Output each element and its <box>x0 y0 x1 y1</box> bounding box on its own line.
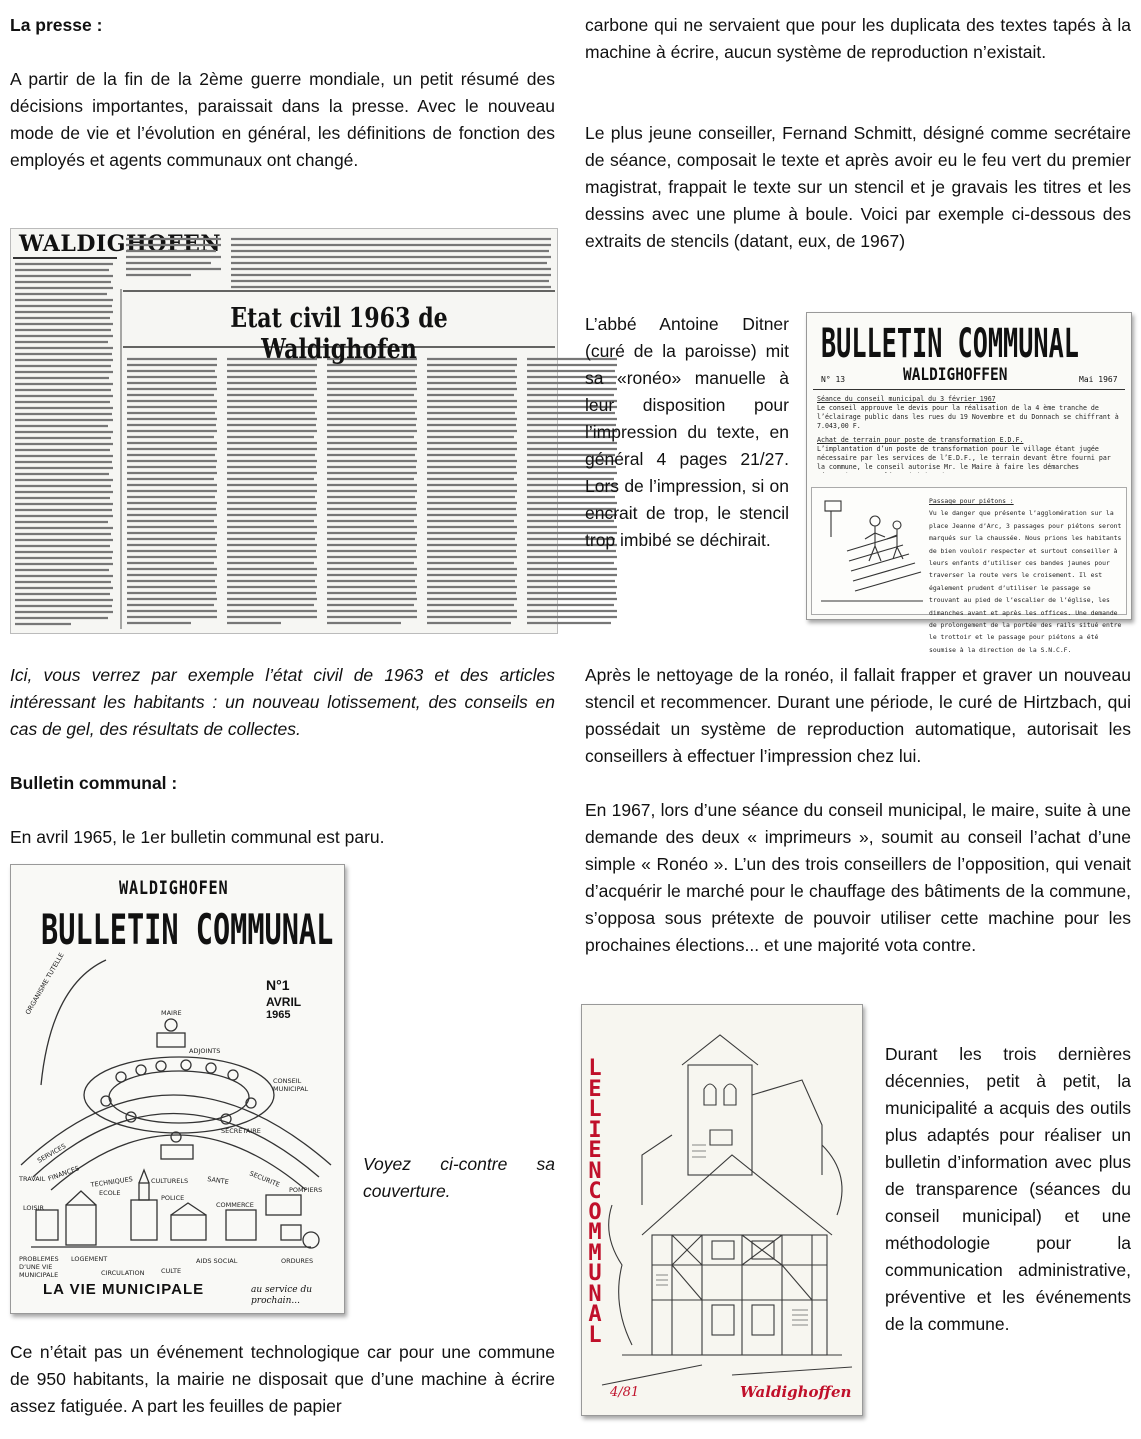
paragraph-carbone: carbone qui ne servaient que pour les duplicata des textes tapés à la machine à écrire, aucun système de reproduction n’existait. <box>585 15 1131 62</box>
svg-text:COMMERCE: COMMERCE <box>216 1201 254 1209</box>
bulletin-cover-1965 <box>10 864 345 1314</box>
svg-text:PROBLEMES: PROBLEMES <box>19 1255 59 1263</box>
svg-text:MAIRE: MAIRE <box>161 1009 182 1017</box>
paragraph-nettoyage: Après le nettoyage de la ronéo, il fallait frapper et graver un nouveau stencil et recommencer. Durant une période, le curé de Hirtzbach, qui possédait un système de reproduction automatique, autorisait les conseillers à effectuer l’impression chez lui. <box>585 665 1131 766</box>
svg-text:TRAVAIL: TRAVAIL <box>19 1175 46 1183</box>
svg-text:FINANCES: FINANCES <box>46 1164 81 1183</box>
paragraph-evenement: Ce n’était pas un événement technologique car pour une commune de 950 habitants, la mairie ne disposait que d’une machine à écrire assez fatiguée. A part les feuilles de papier <box>10 1342 555 1416</box>
paragraph-1967: En 1967, lors d’une séance du conseil municipal, le maire, suite à une demande des deux « imprimeurs », soumit au conseil l’achat d’une simple « Ronéo ». L’un des trois conseillers de l’opposition, qui venait d’acquérir le marché pour le chauffage des bâtiments de la commune, s’opposa sous prétexte de pouvoir utiliser cette machine pour les prochaines élections... et une majorité vota contre. <box>585 800 1131 955</box>
caption-etat-civil: Ici, vous verrez par exemple l’état civil de 1963 et des articles intéressant les habitants : un nouveau lotissement, des conseils en cas de gel, des résultats de collectes. <box>10 665 555 739</box>
stencil-item2-title: Achat de terrain pour poste de transformation E.D.F. <box>817 436 1024 444</box>
svg-text:ORDURES: ORDURES <box>281 1257 314 1265</box>
cover-vertical-title: LE LIEN COMMUNAL <box>588 1056 602 1348</box>
le-lien-communal-cover-1981 <box>581 1004 863 1416</box>
cover-year: 1965 <box>266 1009 291 1021</box>
cover-number: N°1 <box>266 977 290 993</box>
paragraph-decennies: Durant les trois dernières décennies, petit à petit, la municipalité a acquis des outils plus adaptés pour réaliser un bulletin d’information avec plus de transparence (séances du conseil municipal) et une méthodologie pour la communication administrative, préventive et les événements de la commune. <box>885 1044 1131 1334</box>
stencil-title: BULLETIN COMMUNAL <box>821 321 1079 367</box>
stencil-passage-title: Passage pour piétons : <box>929 497 1014 505</box>
cover-municipal-drawing <box>11 865 344 1313</box>
svg-text:POMPIERS: POMPIERS <box>289 1186 323 1194</box>
heading-bulletin-communal: Bulletin communal : <box>10 773 178 793</box>
stencil-item1-title: Séance du conseil municipal du 3 février 1967 <box>817 395 996 403</box>
svg-text:ECOLE: ECOLE <box>99 1189 121 1197</box>
svg-text:CONSEIL: CONSEIL <box>273 1077 302 1085</box>
cover-title: BULLETIN COMMUNAL <box>41 905 334 954</box>
svg-text:AIDS SOCIAL: AIDS SOCIAL <box>196 1257 238 1265</box>
cover-town-name: WALDIGHOFEN <box>119 877 229 899</box>
cover-footer-note: au service du prochain... <box>251 1285 313 1306</box>
svg-text:MUNICIPALE: MUNICIPALE <box>19 1271 59 1279</box>
svg-text:CULTE: CULTE <box>161 1267 182 1275</box>
stencil-date: Mai 1967 <box>1079 375 1118 384</box>
heading-presse: La presse : <box>10 15 103 35</box>
cover-issue-number: 4/81 <box>610 1385 640 1400</box>
stencil-passage-text: Vu le danger que présente l’agglomération sur la place Jeanne d’Arc, 3 passages pour piétons seront marqués sur la chaussée. Nous prions les habitants de bien vouloir respecter et surtout conseiller à leurs enfants d’utiliser ces bandes jaunes pour traverser la route vers le croisement. Il est également prudent d’utiliser le passage se trouvant au pied de l’escalier de l’église, les dimanches avant et après les offices. Une demande de prolongement de la portée des rails situé entre le trottoir et le passage pour piétons a été soumise à la direction de la S.N.C.F. <box>929 509 1122 654</box>
stencil-extract-1967 <box>806 312 1132 654</box>
cover-month: AVRIL <box>266 995 302 1009</box>
svg-text:SECRETAIRE: SECRETAIRE <box>221 1127 261 1135</box>
newspaper-headline: Etat civil 1963 de Waldighofen <box>230 303 448 365</box>
cover-footer-title: LA VIE MUNICIPALE <box>43 1281 205 1298</box>
svg-text:CIRCULATION: CIRCULATION <box>101 1269 145 1277</box>
svg-text:SANTE: SANTE <box>206 1175 230 1186</box>
caption-couverture: Voyez ci-contre sa couverture. <box>363 1154 555 1201</box>
svg-text:SECURITE: SECURITE <box>248 1169 281 1189</box>
stencil-item2-text: L’implantation d’un poste de transformation pour le village étant jugée nécessaire par les services de l’E.D.F., le terrain devant être fourni par la commune, le conseil autorise Mr. le Maire à faire les démarches <box>817 445 1111 471</box>
svg-text:SERVICES: SERVICES <box>36 1142 68 1165</box>
stencil-number: N° 13 <box>821 375 846 384</box>
svg-text:ORGANISME TUTELLE: ORGANISME TUTELLE <box>23 951 66 1016</box>
paragraph-avril-1965: En avril 1965, le 1er bulletin communal est paru. <box>10 827 385 847</box>
svg-text:ADJOINTS: ADJOINTS <box>189 1047 221 1055</box>
stencil-subtitle: WALDIGHOFFEN <box>903 365 1008 385</box>
svg-text:POLICE: POLICE <box>161 1194 185 1202</box>
pedestrian-crossing-drawing <box>817 491 927 611</box>
paragraph-presse: A partir de la fin de la 2ème guerre mondiale, un petit résumé des décisions importantes, paraissait dans la presse. Avec le nouveau mode de vie et l’évolution en général, les définitions de fonction des employés et agents communaux ont changé. <box>10 69 555 170</box>
svg-text:D’UNE VIE: D’UNE VIE <box>19 1263 53 1271</box>
cover-town-signature: Waldighoffen <box>740 1383 852 1401</box>
svg-text:LOISIR: LOISIR <box>23 1204 44 1212</box>
svg-text:CULTURELS: CULTURELS <box>151 1177 189 1185</box>
stencil-item1-text: Le conseil approuve le devis pour la réalisation de la 4 ème tranche de l’éclairage public dans les rues du 19 Novembre et du Donnach se chiffrant à 7.043,00 F. <box>817 404 1119 430</box>
newspaper-text-columns <box>11 229 557 633</box>
svg-text:TECHNIQUES: TECHNIQUES <box>90 1175 134 1189</box>
newspaper-clipping-etat-civil <box>10 228 558 634</box>
paragraph-conseiller: Le plus jeune conseiller, Fernand Schmitt, désigné comme secrétaire de séance, composait le texte et après avoir eu le feu vert du premier magistrat, frappait le texte sur un stencil et je gravais les titres et les dessins avec une plume à boule. Voici par exemple ci-dessous des extraits de stencils (datant, eux, de 1967) <box>585 123 1131 251</box>
cover-village-drawing <box>582 1005 862 1415</box>
svg-text:LOGEMENT: LOGEMENT <box>71 1255 108 1263</box>
newspaper-masthead: WALDIGHOFEN <box>19 231 221 257</box>
paragraph-abbe-ditner: L’abbé Antoine Ditner (curé de la paroisse) mit sa «ronéo» manuelle à leur disposition pour l’impression du texte, en général 4 pages 21/27. Lors de l’impression, si on encrait de trop, le stencil trop imbibé se déchirait. <box>585 314 789 550</box>
svg-text:MUNICIPAL: MUNICIPAL <box>273 1085 309 1093</box>
